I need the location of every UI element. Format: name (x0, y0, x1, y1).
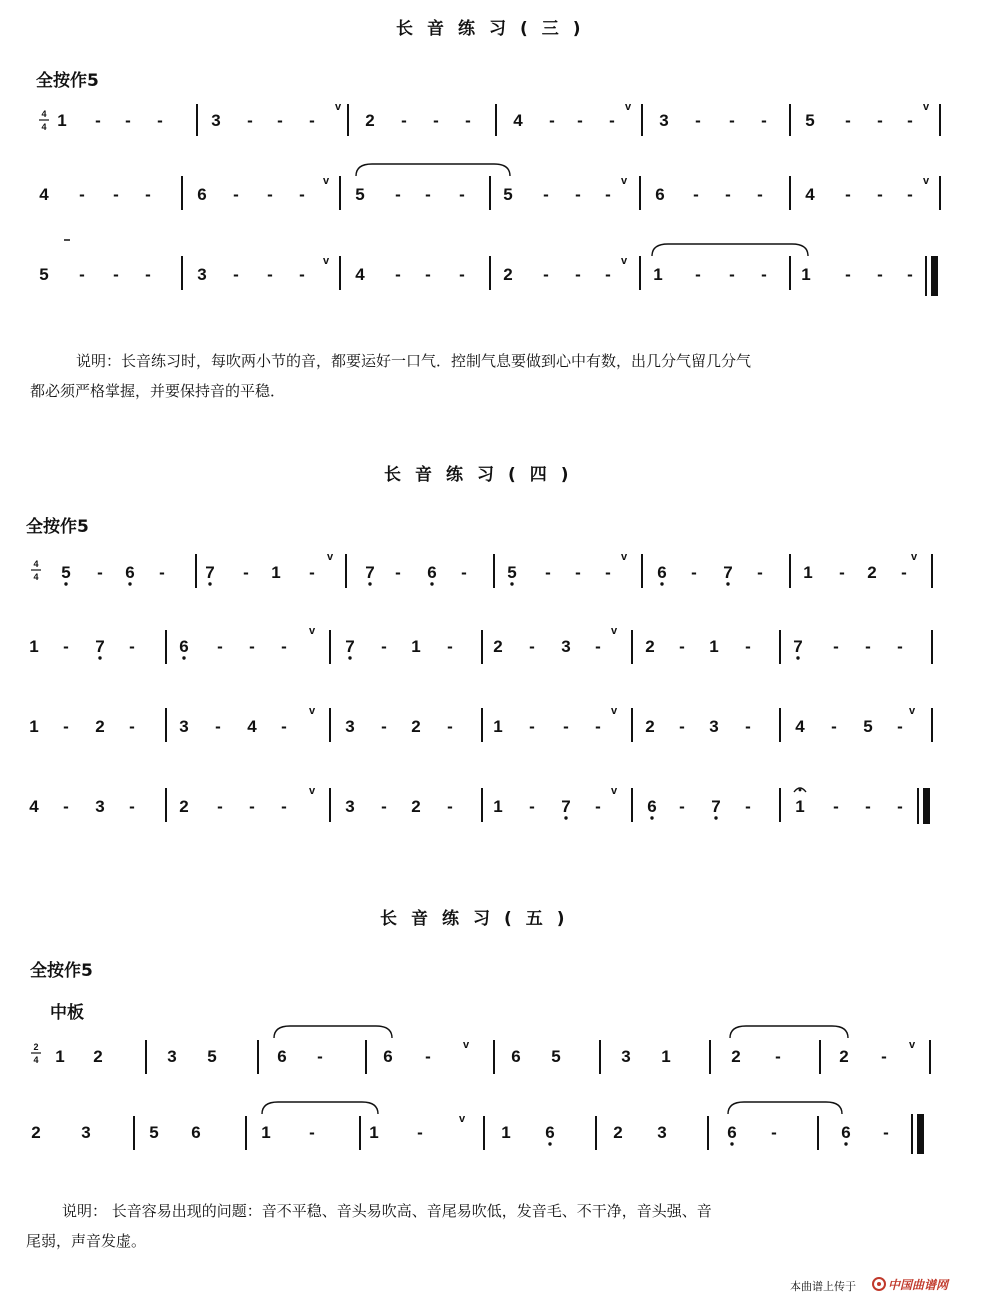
svg-text:-: - (433, 111, 439, 130)
svg-text:1: 1 (271, 563, 281, 582)
svg-text:-: - (907, 185, 913, 204)
explanation-5-line-1: 说明： 长音容易出现的问题：音不平稳、音头易吹高、音尾易吹低，发音毛、不干净，音头强、音 (62, 1202, 712, 1220)
svg-text:7: 7 (793, 637, 803, 656)
svg-text:-: - (233, 265, 239, 284)
svg-text:2: 2 (839, 1047, 849, 1066)
svg-text:-: - (217, 637, 223, 656)
svg-text:-: - (575, 185, 581, 204)
svg-text:-: - (459, 265, 465, 284)
svg-text:1: 1 (411, 637, 421, 656)
svg-text:7: 7 (365, 563, 375, 582)
site-logo-icon (872, 1276, 886, 1290)
svg-text:1: 1 (55, 1047, 65, 1066)
svg-text:v: v (308, 625, 316, 637)
svg-text:-: - (425, 1047, 431, 1066)
svg-text:v: v (334, 101, 342, 113)
svg-text:v: v (610, 705, 618, 717)
svg-text:4: 4 (33, 572, 39, 582)
svg-text:1: 1 (369, 1123, 379, 1142)
svg-text:-: - (277, 111, 283, 130)
svg-text:v: v (910, 551, 918, 563)
svg-text:v: v (308, 785, 316, 797)
svg-text:-: - (529, 637, 535, 656)
svg-text:-: - (249, 797, 255, 816)
explanation-5 (26, 1196, 942, 1256)
svg-text:1: 1 (493, 797, 503, 816)
svg-text:3: 3 (211, 111, 221, 130)
svg-text:-: - (877, 111, 883, 130)
svg-text:-: - (881, 1047, 887, 1066)
svg-text:v: v (462, 1039, 470, 1051)
svg-text:-: - (595, 717, 601, 736)
svg-text:-: - (395, 265, 401, 284)
svg-text:-: - (897, 637, 903, 656)
time-sig-top: 4 (41, 109, 47, 119)
svg-text:3: 3 (561, 637, 571, 656)
svg-text:-: - (215, 717, 221, 736)
svg-text:v: v (620, 255, 628, 267)
svg-text:1: 1 (661, 1047, 671, 1066)
svg-text:-: - (309, 111, 315, 130)
svg-text:-: - (267, 265, 273, 284)
svg-text:6: 6 (383, 1047, 393, 1066)
svg-text:6: 6 (545, 1123, 555, 1142)
svg-text:-: - (299, 265, 305, 284)
svg-text:6: 6 (511, 1047, 521, 1066)
svg-text:2: 2 (95, 717, 105, 736)
staff-section-5 (0, 1020, 983, 1170)
svg-text:-: - (543, 185, 549, 204)
svg-text:-: - (609, 111, 615, 130)
svg-text:-: - (281, 717, 287, 736)
svg-text:-: - (845, 185, 851, 204)
svg-text:4: 4 (805, 185, 815, 204)
svg-text:5: 5 (805, 111, 815, 130)
svg-text:-: - (145, 265, 151, 284)
svg-text:5: 5 (507, 563, 517, 582)
svg-text:1: 1 (261, 1123, 271, 1142)
svg-text:-: - (217, 797, 223, 816)
svg-text:-: - (679, 717, 685, 736)
svg-text:3: 3 (95, 797, 105, 816)
svg-text:-: - (575, 563, 581, 582)
svg-text:5: 5 (503, 185, 513, 204)
svg-text:1: 1 (653, 265, 663, 284)
svg-text:-: - (695, 111, 701, 130)
key-signature-4: 全按作5 (26, 517, 89, 537)
svg-text:4: 4 (513, 111, 523, 130)
svg-text:-: - (757, 563, 763, 582)
svg-text:-: - (447, 797, 453, 816)
svg-text:-: - (417, 1123, 423, 1142)
svg-text:-: - (459, 185, 465, 204)
svg-text:v: v (610, 785, 618, 797)
svg-text:-: - (761, 265, 767, 284)
svg-text:-: - (679, 797, 685, 816)
numbered-notation-4 (0, 540, 983, 840)
section-title-4: 长音练习(四) (384, 465, 583, 485)
svg-text:-: - (595, 637, 601, 656)
svg-text:3: 3 (179, 717, 189, 736)
svg-text:-: - (395, 563, 401, 582)
svg-text:3: 3 (709, 717, 719, 736)
svg-text:-: - (693, 185, 699, 204)
svg-text:v: v (458, 1113, 466, 1125)
svg-text:-: - (401, 111, 407, 130)
svg-text:1: 1 (795, 797, 805, 816)
key-signature-5: 全按作5 (30, 961, 93, 981)
svg-text:-: - (247, 111, 253, 130)
svg-text:4: 4 (795, 717, 805, 736)
svg-text:-: - (113, 265, 119, 284)
svg-text:-: - (757, 185, 763, 204)
svg-text:-: - (761, 111, 767, 130)
svg-text:-: - (605, 563, 611, 582)
svg-text:-: - (63, 797, 69, 816)
svg-text:7: 7 (561, 797, 571, 816)
svg-text:-: - (897, 797, 903, 816)
svg-text:-: - (877, 185, 883, 204)
svg-text:-: - (833, 797, 839, 816)
svg-text:-: - (309, 563, 315, 582)
svg-text:5: 5 (551, 1047, 561, 1066)
svg-text:v: v (908, 1039, 916, 1051)
svg-text:7: 7 (205, 563, 215, 582)
svg-text:-: - (725, 185, 731, 204)
svg-text:2: 2 (645, 717, 655, 736)
svg-text:1: 1 (29, 717, 39, 736)
svg-text:-: - (563, 717, 569, 736)
svg-text:4: 4 (29, 797, 39, 816)
svg-text:-: - (729, 111, 735, 130)
svg-text:2: 2 (179, 797, 189, 816)
svg-text:-: - (605, 265, 611, 284)
svg-text:-: - (243, 563, 249, 582)
svg-text:2: 2 (33, 1042, 39, 1052)
svg-text:-: - (575, 265, 581, 284)
svg-text:-: - (281, 797, 287, 816)
svg-text:2: 2 (31, 1123, 41, 1142)
svg-text:-: - (897, 717, 903, 736)
svg-text:5: 5 (863, 717, 873, 736)
svg-text:-: - (845, 265, 851, 284)
svg-text:4: 4 (39, 185, 49, 204)
svg-text:2: 2 (503, 265, 513, 284)
svg-text:-: - (901, 563, 907, 582)
svg-text:2: 2 (411, 797, 421, 816)
svg-text:-: - (129, 637, 135, 656)
svg-text:-: - (157, 111, 163, 130)
svg-text:-: - (309, 1123, 315, 1142)
svg-text:-: - (125, 111, 131, 130)
svg-text:-: - (745, 637, 751, 656)
svg-text:6: 6 (841, 1123, 851, 1142)
svg-text:3: 3 (167, 1047, 177, 1066)
svg-text:6: 6 (647, 797, 657, 816)
svg-text:-: - (447, 637, 453, 656)
svg-text:v: v (308, 705, 316, 717)
svg-text:3: 3 (81, 1123, 91, 1142)
svg-text:-: - (845, 111, 851, 130)
svg-text:-: - (907, 111, 913, 130)
svg-text:-: - (729, 265, 735, 284)
svg-text:6: 6 (277, 1047, 287, 1066)
svg-text:-: - (79, 265, 85, 284)
svg-text:-: - (831, 717, 837, 736)
svg-text:-: - (907, 265, 913, 284)
svg-text:-: - (63, 637, 69, 656)
svg-text:-: - (249, 637, 255, 656)
svg-text:v: v (322, 175, 330, 187)
svg-text:-: - (299, 185, 305, 204)
svg-text:-: - (63, 717, 69, 736)
svg-text:6: 6 (197, 185, 207, 204)
svg-text:1: 1 (29, 637, 39, 656)
explanation-3-line-1: 说明：长音练习时，每吹两小节的音，都要运好一口气．控制气息要做到心中有数，出几分气留几分气 (76, 352, 752, 370)
footer-text: 本曲谱上传于 (790, 1280, 856, 1293)
svg-text:3: 3 (345, 717, 355, 736)
svg-text:v: v (610, 625, 618, 637)
svg-text:-: - (865, 797, 871, 816)
numbered-notation-3 (0, 0, 983, 320)
svg-text:-: - (529, 717, 535, 736)
svg-text:v: v (620, 551, 628, 563)
numbered-notation-5 (0, 1020, 983, 1170)
svg-text:-: - (159, 563, 165, 582)
svg-text:1: 1 (801, 265, 811, 284)
svg-text:2: 2 (645, 637, 655, 656)
svg-text:-: - (95, 111, 101, 130)
svg-text:v: v (326, 551, 334, 563)
svg-text:-: - (447, 717, 453, 736)
svg-text:7: 7 (345, 637, 355, 656)
svg-text:-: - (79, 185, 85, 204)
explanation-3 (30, 346, 956, 406)
svg-text:-: - (425, 265, 431, 284)
svg-text:-: - (113, 185, 119, 204)
svg-text:5: 5 (149, 1123, 159, 1142)
svg-text:5: 5 (61, 563, 71, 582)
svg-text:6: 6 (655, 185, 665, 204)
svg-text:-: - (545, 563, 551, 582)
svg-text:4: 4 (33, 1055, 39, 1065)
svg-text:-: - (97, 563, 103, 582)
svg-text:1: 1 (709, 637, 719, 656)
svg-text:1: 1 (57, 111, 67, 130)
svg-text:-: - (833, 637, 839, 656)
svg-text:7: 7 (711, 797, 721, 816)
svg-text:v: v (908, 705, 916, 717)
svg-text:-: - (771, 1123, 777, 1142)
svg-text:5: 5 (39, 265, 49, 284)
svg-text:-: - (145, 185, 151, 204)
svg-text:3: 3 (659, 111, 669, 130)
svg-text:1: 1 (493, 717, 503, 736)
svg-text:v: v (922, 175, 930, 187)
key-signature-3: 全按作5 (36, 71, 99, 91)
svg-text:3: 3 (345, 797, 355, 816)
svg-text:-: - (233, 185, 239, 204)
svg-text:-: - (745, 797, 751, 816)
svg-text:3: 3 (621, 1047, 631, 1066)
svg-text:2: 2 (493, 637, 503, 656)
svg-text:5: 5 (207, 1047, 217, 1066)
staff-section-3 (0, 0, 983, 320)
svg-text:6: 6 (179, 637, 189, 656)
svg-text:v: v (624, 101, 632, 113)
footer-brand[interactable]: 中国曲谱网 (888, 1278, 949, 1292)
svg-text:-: - (775, 1047, 781, 1066)
svg-text:-: - (839, 563, 845, 582)
svg-text:2: 2 (867, 563, 877, 582)
svg-text:-: - (529, 797, 535, 816)
section-title-5: 长音练习(五) (380, 909, 579, 929)
svg-text:-: - (543, 265, 549, 284)
svg-text:4: 4 (355, 265, 365, 284)
svg-text:6: 6 (191, 1123, 201, 1142)
svg-text:-: - (465, 111, 471, 130)
svg-text:4: 4 (33, 559, 39, 569)
svg-text:-: - (425, 185, 431, 204)
svg-text:6: 6 (727, 1123, 737, 1142)
svg-text:-: - (691, 563, 697, 582)
svg-text:-: - (267, 185, 273, 204)
svg-text:-: - (605, 185, 611, 204)
svg-text:2: 2 (411, 717, 421, 736)
svg-text:6: 6 (427, 563, 437, 582)
svg-text:1: 1 (803, 563, 813, 582)
tempo-marking: 中板 (50, 1003, 84, 1023)
svg-text:-: - (595, 797, 601, 816)
svg-text:-: - (745, 717, 751, 736)
svg-text:2: 2 (731, 1047, 741, 1066)
svg-text:v: v (322, 255, 330, 267)
svg-text:-: - (883, 1123, 889, 1142)
svg-text:v: v (922, 101, 930, 113)
svg-text:1: 1 (501, 1123, 511, 1142)
svg-text:-: - (281, 637, 287, 656)
svg-text:-: - (577, 111, 583, 130)
svg-text:-: - (317, 1047, 323, 1066)
svg-text:7: 7 (95, 637, 105, 656)
svg-text:-: - (381, 637, 387, 656)
svg-text:v: v (620, 175, 628, 187)
svg-text:3: 3 (197, 265, 207, 284)
svg-text:-: - (549, 111, 555, 130)
svg-text:6: 6 (657, 563, 667, 582)
svg-text:2: 2 (93, 1047, 103, 1066)
svg-text:-: - (381, 797, 387, 816)
svg-text:-: - (381, 717, 387, 736)
svg-text:-: - (679, 637, 685, 656)
svg-text:-: - (461, 563, 467, 582)
svg-text:-: - (695, 265, 701, 284)
svg-text:2: 2 (365, 111, 375, 130)
svg-text:-: - (877, 265, 883, 284)
svg-text:3: 3 (657, 1123, 667, 1142)
section-title-3: 长音练习(三) (396, 19, 595, 39)
svg-text:5: 5 (355, 185, 365, 204)
svg-text:-: - (395, 185, 401, 204)
staff-section-4 (0, 540, 983, 840)
explanation-5-line-2: 尾弱，声音发虚。 (26, 1232, 147, 1250)
svg-text:2: 2 (613, 1123, 623, 1142)
svg-text:7: 7 (723, 563, 733, 582)
svg-text:6: 6 (125, 563, 135, 582)
svg-text:4: 4 (247, 717, 257, 736)
time-sig-bottom: 4 (41, 122, 47, 132)
svg-text:-: - (129, 717, 135, 736)
explanation-3-line-2: 都必须严格掌握，并要保持音的平稳． (30, 382, 286, 400)
svg-text:-: - (129, 797, 135, 816)
svg-text:-: - (865, 637, 871, 656)
